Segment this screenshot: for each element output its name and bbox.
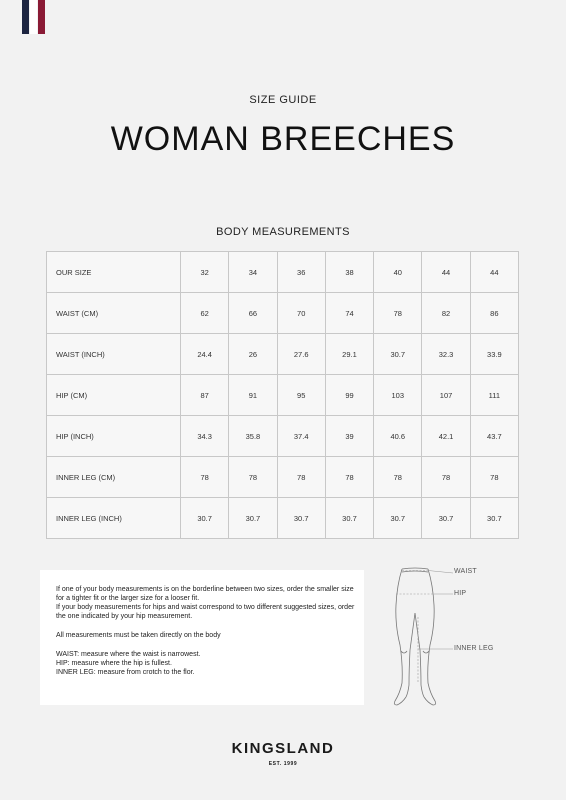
note-borderline: If one of your body measurements is on the borderline between two sizes, order the smaller size for a tighter fit or the larger size for a looser fit. (56, 586, 354, 602)
table-cell: 95 (277, 375, 325, 416)
table-cell: 36 (277, 252, 325, 293)
row-label: INNER LEG (CM) (47, 457, 181, 498)
table-cell: 34 (229, 252, 277, 293)
table-row (47, 252, 519, 293)
table-row (47, 498, 519, 539)
table-cell: 103 (374, 375, 422, 416)
waist-label: WAIST (454, 568, 477, 575)
note-on-body: All measurements must be taken directly on the body (56, 632, 221, 639)
table-row (47, 416, 519, 457)
row-label: INNER LEG (INCH) (47, 498, 181, 539)
table-cell: 86 (470, 293, 518, 334)
table-cell: 30.7 (229, 498, 277, 539)
hip-label: HIP (454, 590, 467, 597)
table-cell: 30.7 (374, 334, 422, 375)
row-label: HIP (CM) (47, 375, 181, 416)
table-cell: 39 (325, 416, 373, 457)
legs-illustration-icon (385, 565, 505, 710)
table-cell: 43.7 (470, 416, 518, 457)
table-cell: 30.7 (470, 498, 518, 539)
brand-flag-logo (22, 0, 46, 34)
table-row (47, 457, 519, 498)
brand-logo: KINGSLAND (231, 740, 335, 757)
table-cell: 30.7 (181, 498, 229, 539)
table-cell: 27.6 (277, 334, 325, 375)
row-label: WAIST (CM) (47, 293, 181, 334)
table-cell: 40 (374, 252, 422, 293)
table-cell: 33.9 (470, 334, 518, 375)
table-cell: 26 (229, 334, 277, 375)
table-cell: 91 (229, 375, 277, 416)
measurement-figure (385, 565, 505, 710)
table-cell: 111 (470, 375, 518, 416)
table-cell: 35.8 (229, 416, 277, 457)
table-cell: 66 (229, 293, 277, 334)
table-cell: 42.1 (422, 416, 470, 457)
row-label: WAIST (INCH) (47, 334, 181, 375)
inner-leg-label: INNER LEG (454, 645, 494, 652)
table-row (47, 375, 519, 416)
note-waist: WAIST: measure where the waist is narrowest. (56, 651, 201, 658)
table-cell: 78 (277, 457, 325, 498)
table-cell: 107 (422, 375, 470, 416)
table-row (47, 293, 519, 334)
table-cell: 82 (422, 293, 470, 334)
table-cell: 99 (325, 375, 373, 416)
table-cell: 78 (374, 457, 422, 498)
table-cell: 30.7 (325, 498, 373, 539)
note-hip-priority: If your body measurements for hips and waist correspond to two different suggested sizes, order the one indicated by your hip measurement. (56, 604, 355, 620)
table-cell: 38 (325, 252, 373, 293)
table-cell: 74 (325, 293, 373, 334)
table-cell: 34.3 (181, 416, 229, 457)
note-inner-leg: INNER LEG: measure from crotch to the flor. (56, 669, 195, 676)
table-cell: 78 (374, 293, 422, 334)
size-table (46, 251, 519, 539)
table-cell: 70 (277, 293, 325, 334)
table-cell: 37.4 (277, 416, 325, 457)
table-cell: 32.3 (422, 334, 470, 375)
table-cell: 78 (325, 457, 373, 498)
page-subtitle: SIZE GUIDE (249, 94, 317, 106)
table-cell: 40.6 (374, 416, 422, 457)
table-cell: 32 (181, 252, 229, 293)
table-row (47, 334, 519, 375)
row-label: HIP (INCH) (47, 416, 181, 457)
measurement-notes (40, 570, 364, 705)
table-cell: 30.7 (374, 498, 422, 539)
table-cell: 44 (422, 252, 470, 293)
page-title: WOMAN BREECHES (110, 120, 456, 158)
table-cell: 30.7 (277, 498, 325, 539)
table-cell: 87 (181, 375, 229, 416)
brand-established: EST. 1999 (268, 761, 298, 767)
table-cell: 44 (470, 252, 518, 293)
table-cell: 30.7 (422, 498, 470, 539)
table-cell: 78 (470, 457, 518, 498)
note-hip: HIP: measure where the hip is fullest. (56, 660, 172, 667)
row-label: OUR SIZE (47, 252, 181, 293)
table-cell: 24.4 (181, 334, 229, 375)
table-title: BODY MEASUREMENTS (216, 226, 350, 238)
table-cell: 78 (229, 457, 277, 498)
table-cell: 62 (181, 293, 229, 334)
table-cell: 29.1 (325, 334, 373, 375)
table-cell: 78 (422, 457, 470, 498)
table-cell: 78 (181, 457, 229, 498)
